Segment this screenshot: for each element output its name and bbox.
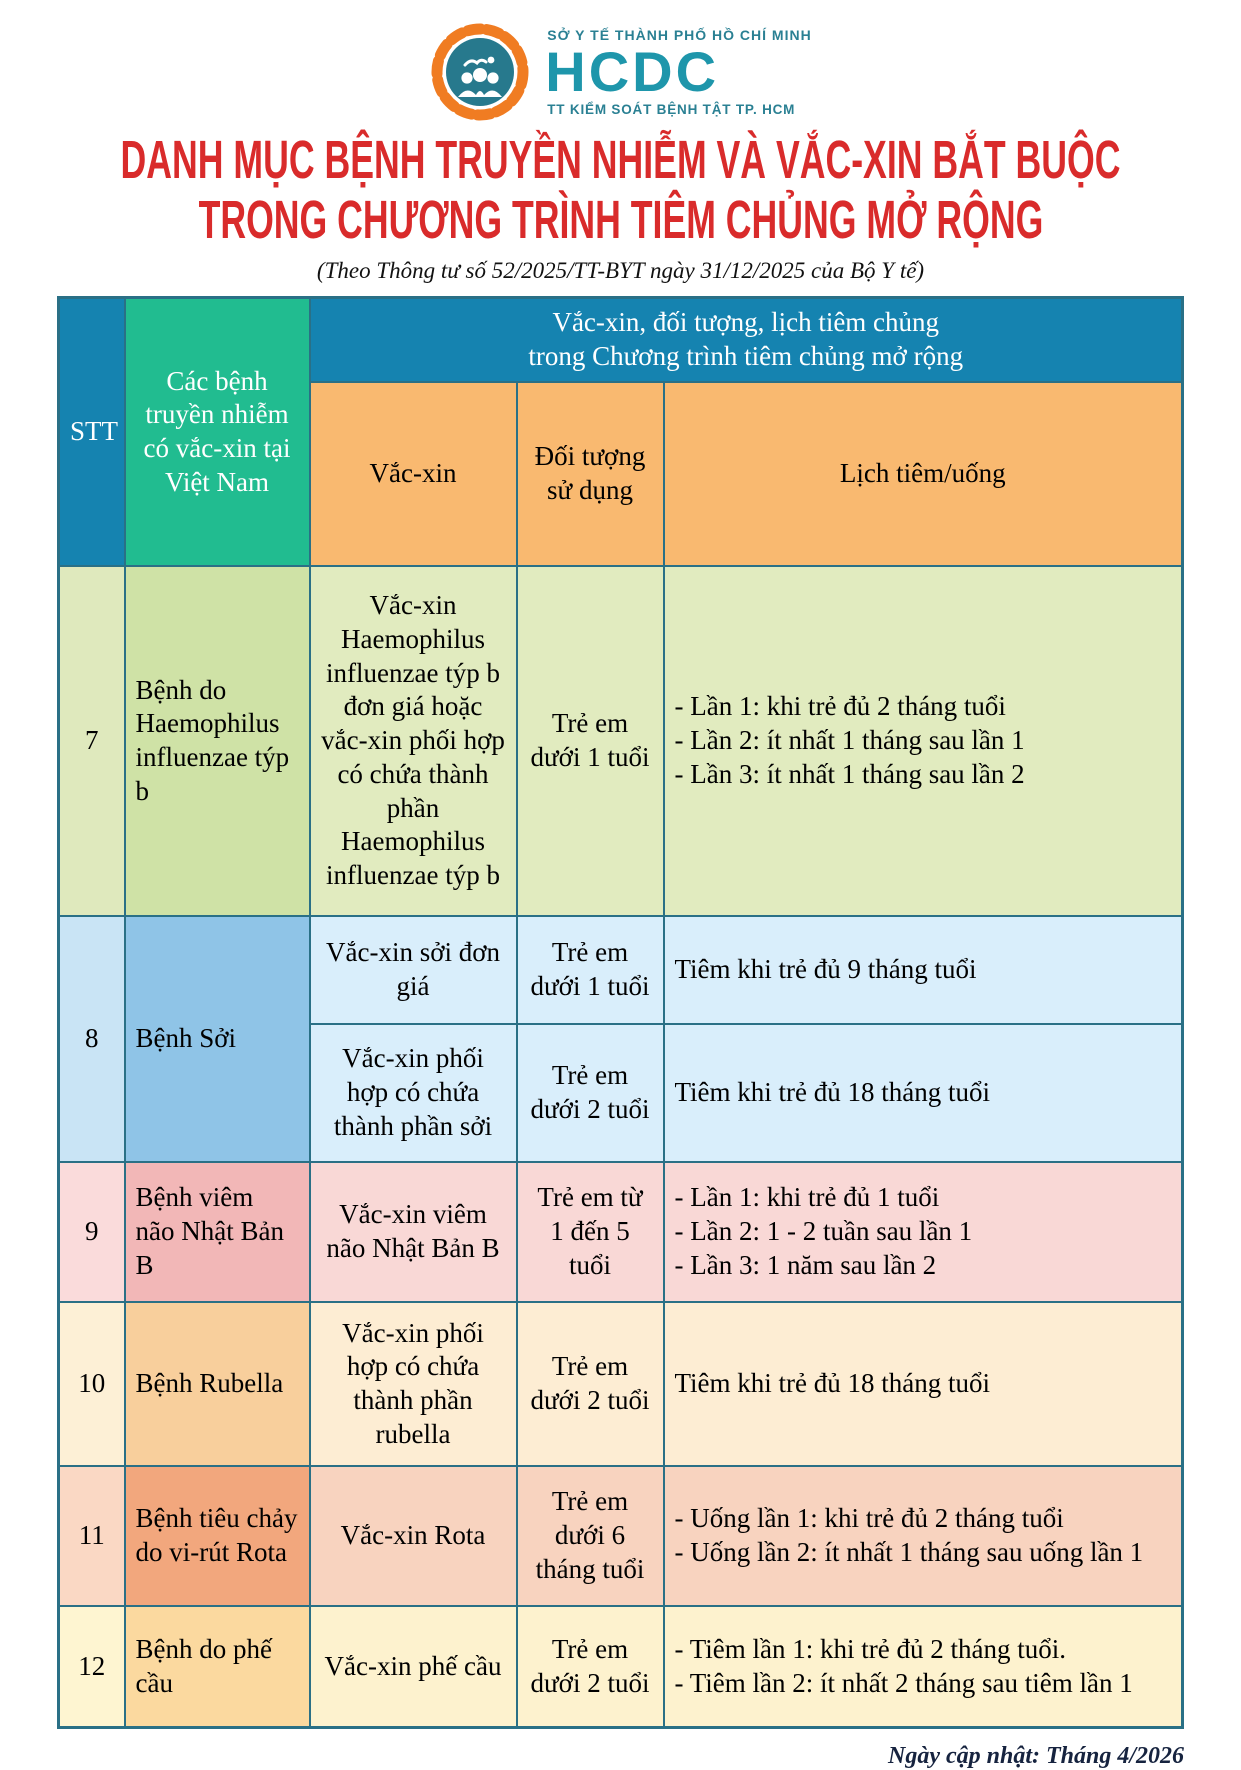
row-number: 11	[59, 1466, 125, 1606]
row-number: 8	[59, 916, 125, 1162]
header-stt: STT	[59, 298, 125, 567]
schedule-lines	[664, 1024, 1183, 1162]
schedule-lines	[664, 566, 1183, 916]
text-line: - Lần 1: khi trẻ đủ 2 tháng tuổi	[674, 691, 1006, 722]
row-number: 7	[59, 566, 125, 916]
text-line: Vắc-xin, đối tượng, lịch tiêm chủng	[552, 307, 940, 338]
disease-name: Bệnh do Haemophilus influenzae týp b	[125, 566, 310, 916]
hcdc-emblem-icon	[429, 21, 531, 123]
header-schedule: Lịch tiêm/uống	[664, 382, 1183, 566]
text-line: - Tiêm lần 2: ít nhất 2 tháng sau tiêm lần 1	[674, 1667, 1133, 1698]
row-number: 12	[59, 1606, 125, 1728]
target-group: Trẻ em dưới 1 tuổi	[517, 916, 664, 1024]
header-span	[310, 298, 1183, 383]
target-group: Trẻ em dưới 2 tuổi	[517, 1302, 664, 1466]
logo-text	[547, 28, 811, 117]
vaccine-name: Vắc-xin phế cầu	[310, 1606, 517, 1728]
text-line: - Uống lần 1: khi trẻ đủ 2 tháng tuổi	[674, 1503, 1064, 1534]
table-row-7	[59, 566, 1183, 916]
text-line: trong Chương trình tiêm chủng mở rộng	[528, 341, 964, 371]
logo-subtitle-line: TT KIỂM SOÁT BỆNH TẬT TP. HCM	[547, 101, 796, 117]
header-target: Đối tượng sử dụng	[517, 382, 664, 566]
table-header-row-1	[59, 298, 1183, 383]
schedule-lines	[664, 1606, 1183, 1728]
page-title	[0, 130, 1241, 250]
target-group: Trẻ em dưới 6 tháng tuổi	[517, 1466, 664, 1606]
text-line: - Lần 3: ít nhất 1 tháng sau lần 2	[674, 758, 1025, 789]
target-group: Trẻ em dưới 1 tuổi	[517, 566, 664, 916]
table-row-11	[59, 1466, 1183, 1606]
schedule-lines	[664, 916, 1183, 1024]
schedule-lines	[664, 1302, 1183, 1466]
vaccine-name: Vắc-xin phối hợp có chứa thành phần rubella	[310, 1302, 517, 1466]
target-group: Trẻ em từ 1 đến 5 tuổi	[517, 1162, 664, 1302]
table-row-8a	[59, 916, 1183, 1024]
disease-name: Bệnh do phế cầu	[125, 1606, 310, 1728]
header-vaccine: Vắc-xin	[310, 382, 517, 566]
table-row-12	[59, 1606, 1183, 1728]
text-line: - Lần 2: 1 - 2 tuần sau lần 1	[674, 1216, 973, 1247]
disease-name: Bệnh Rubella	[125, 1302, 310, 1466]
update-date-note: Ngày cập nhật: Tháng 4/2026	[887, 1743, 1184, 1769]
logo-acronym: HCDC	[545, 39, 720, 103]
schedule-lines	[664, 1466, 1183, 1606]
row-number: 9	[59, 1162, 125, 1302]
disease-name: Bệnh tiêu chảy do vi-rút Rota	[125, 1466, 310, 1606]
vaccine-name: Vắc-xin Haemophilus influenzae týp b đơn giá hoặc vắc-xin phối hợp có chứa thành phần Haemophilus influenzae týp b	[310, 566, 517, 916]
header-disease-column: Các bệnh truyền nhiễm có vắc-xin tại Việt Nam	[125, 298, 310, 567]
row-number: 10	[59, 1302, 125, 1466]
target-group: Trẻ em dưới 2 tuổi	[517, 1606, 664, 1728]
text-line: - Uống lần 2: ít nhất 1 tháng sau uống lần 1	[674, 1537, 1144, 1567]
text-line: Tiêm khi trẻ đủ 18 tháng tuổi	[674, 1368, 990, 1399]
vaccine-name: Vắc-xin Rota	[310, 1466, 517, 1606]
table-row-10	[59, 1302, 1183, 1466]
vaccine-name: Vắc-xin phối hợp có chứa thành phần sởi	[310, 1024, 517, 1162]
logo	[0, 0, 1241, 124]
legal-reference-subtitle: (Theo Thông tư số 52/2025/TT-BYT ngày 31/12/2025 của Bộ Y tế)	[316, 258, 925, 283]
text-line: - Tiêm lần 1: khi trẻ đủ 2 tháng tuổi.	[674, 1633, 1066, 1664]
vaccine-name: Vắc-xin sởi đơn giá	[310, 916, 517, 1024]
text-line: Tiêm khi trẻ đủ 9 tháng tuổi	[674, 954, 977, 985]
schedule-lines	[664, 1162, 1183, 1302]
table-row-9	[59, 1162, 1183, 1302]
text-line: - Lần 1: khi trẻ đủ 1 tuổi	[674, 1182, 940, 1213]
title-line-2: TRONG CHƯƠNG TRÌNH TIÊM CHỦNG MỞ RỘNG	[198, 190, 1043, 250]
text-line: - Lần 2: ít nhất 1 tháng sau lần 1	[674, 725, 1025, 756]
title-line-1: DANH MỤC BỆNH TRUYỀN NHIỄM VÀ VẮC-XIN BẮT BUỘC	[120, 130, 1121, 190]
target-group: Trẻ em dưới 2 tuổi	[517, 1024, 664, 1162]
disease-name: Bệnh viêm não Nhật Bản B	[125, 1162, 310, 1302]
text-line: Tiêm khi trẻ đủ 18 tháng tuổi	[674, 1077, 990, 1108]
vaccination-schedule-table	[57, 296, 1184, 1729]
vaccine-name: Vắc-xin viêm não Nhật Bản B	[310, 1162, 517, 1302]
disease-name: Bệnh Sởi	[125, 916, 310, 1162]
logo-ministry-line: SỞ Y TẾ THÀNH PHỐ HỒ CHÍ MINH	[547, 26, 812, 43]
text-line: - Lần 3: 1 năm sau lần 2	[674, 1249, 937, 1280]
